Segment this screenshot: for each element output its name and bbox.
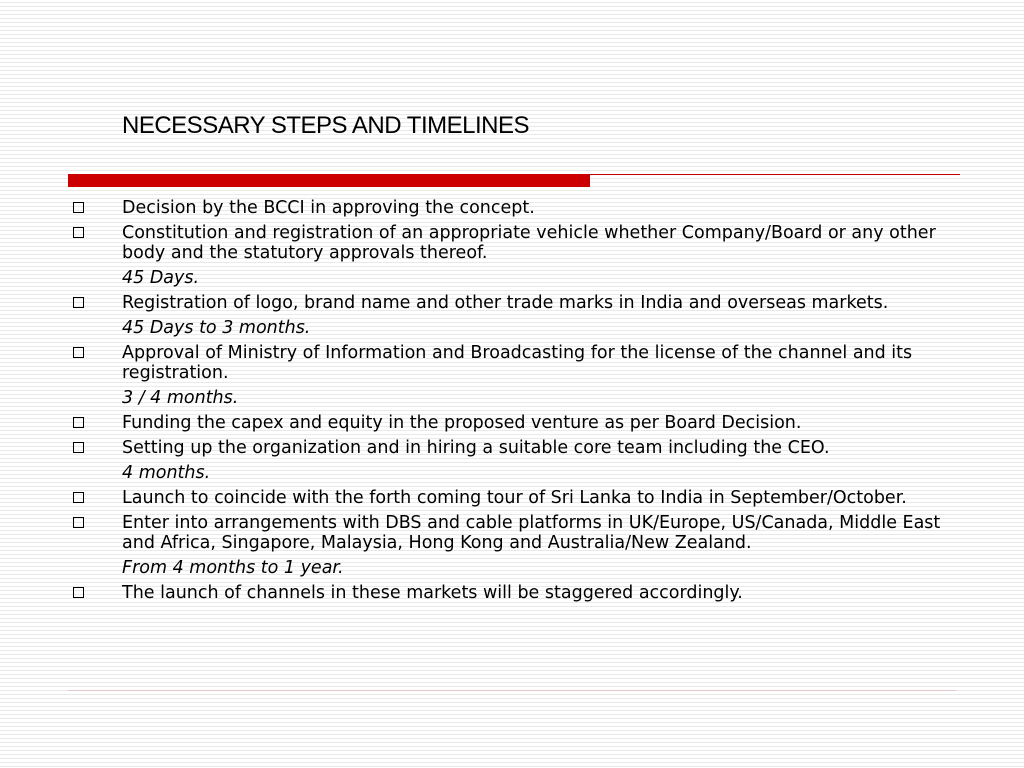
timeline-note (0, 388, 1024, 408)
hollow-square-icon (73, 202, 84, 213)
step-text: Constitution and registration of an appropriate vehicle whether Company/Board or any other body and the statutory approvals thereof. (122, 223, 936, 263)
hollow-square-icon (73, 417, 84, 428)
hollow-square-icon (73, 517, 84, 528)
timeline-note (0, 558, 1024, 578)
step-item (0, 198, 1024, 218)
step-item (0, 223, 1024, 263)
timeline-text: From 4 months to 1 year. (122, 558, 344, 578)
step-item (0, 413, 1024, 433)
step-item (0, 343, 1024, 383)
hollow-square-icon (73, 297, 84, 308)
timeline-note (0, 463, 1024, 483)
hollow-square-icon (73, 442, 84, 453)
step-text: Decision by the BCCI in approving the concept. (122, 198, 535, 218)
slide-title: NECESSARY STEPS AND TIMELINES (122, 112, 529, 139)
hollow-square-icon (73, 347, 84, 358)
title-underline-bar (68, 174, 590, 187)
step-text: Registration of logo, brand name and other trade marks in India and overseas markets. (122, 293, 889, 313)
hollow-square-icon (73, 227, 84, 238)
timeline-text: 3 / 4 months. (122, 388, 239, 408)
title-underline-line (590, 174, 960, 175)
step-text: Setting up the organization and in hiring a suitable core team including the CEO. (122, 438, 830, 458)
steps-list (0, 198, 1024, 603)
step-text: Launch to coincide with the forth coming tour of Sri Lanka to India in September/October. (122, 488, 907, 508)
timeline-text: 45 Days to 3 months. (122, 318, 311, 338)
timeline-text: 4 months. (122, 463, 211, 483)
timeline-note (0, 268, 1024, 288)
step-item (0, 513, 1024, 553)
hollow-square-icon (73, 587, 84, 598)
timeline-text: 45 Days. (122, 268, 200, 288)
timeline-note (0, 318, 1024, 338)
step-text: Approval of Ministry of Information and Broadcasting for the license of the channel and its registration. (122, 343, 913, 383)
step-item (0, 438, 1024, 458)
hollow-square-icon (73, 492, 84, 503)
step-text: The launch of channels in these markets will be staggered accordingly. (122, 583, 743, 603)
step-item (0, 293, 1024, 313)
step-item (0, 488, 1024, 508)
step-text: Funding the capex and equity in the proposed venture as per Board Decision. (122, 413, 802, 433)
step-text: Enter into arrangements with DBS and cable platforms in UK/Europe, US/Canada, Middle East and Africa, Singapore, Malaysia, Hong Kong and Australia/New Zealand. (122, 513, 941, 553)
footer-rule (68, 690, 956, 691)
step-item (0, 583, 1024, 603)
